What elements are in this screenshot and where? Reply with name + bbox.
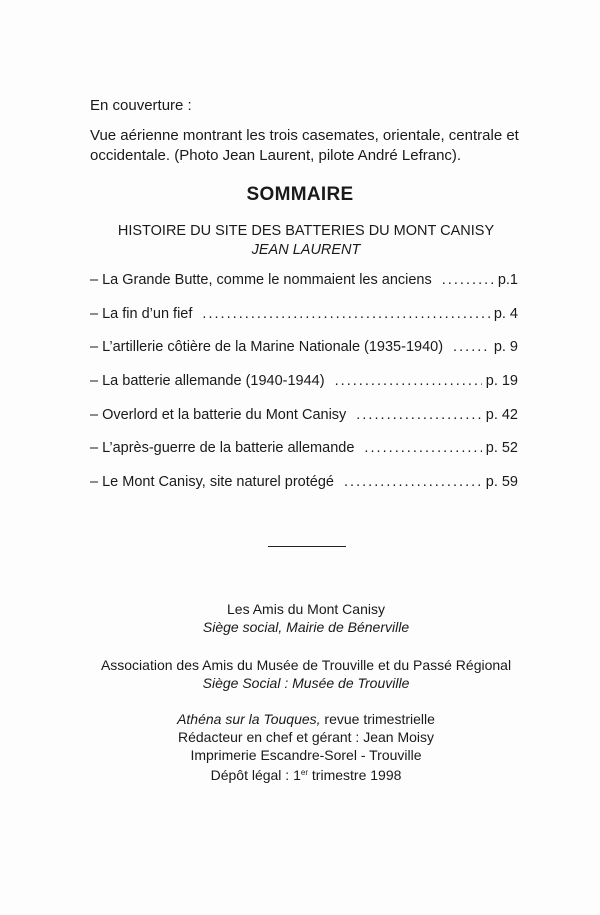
- legal-deposit-line: [0, 764, 600, 784]
- toc-entry: [90, 440, 518, 474]
- editor-line: Rédacteur en chef et gérant : Jean Moisy: [177, 729, 435, 745]
- toc-entry-label: – L’artillerie côtière de la Marine Nationale (1935-1940): [90, 339, 444, 356]
- footer-publication: [0, 710, 600, 784]
- toc-entry-page: p. 52: [485, 440, 518, 457]
- revue-frequency: revue trimestrielle: [320, 711, 435, 727]
- toc-entry: [90, 407, 518, 441]
- summary-subtitle: HISTOIRE DU SITE DES BATTERIES DU MONT CANISY: [117, 223, 495, 239]
- toc-entry: [90, 306, 518, 340]
- cover-caption: [90, 96, 540, 166]
- toc-entry-label: – Overlord et la batterie du Mont Canisy: [90, 406, 347, 423]
- toc-entry-label: – L’après-guerre de la batterie allemande: [90, 440, 355, 457]
- revue-title: Athéna sur la Touques,: [177, 711, 321, 727]
- toc-leader-dots: [202, 306, 489, 322]
- toc-leader-dots: [356, 407, 481, 423]
- summary-title: SOMMAIRE: [246, 184, 354, 205]
- cover-description: Vue aérienne montrant les trois casemates, orientale, centrale et occidentale. (Photo Jean Laurent, pilote André Lefranc).: [90, 127, 519, 164]
- toc-entry-label: – La batterie allemande (1940-1944): [90, 373, 325, 390]
- toc-leader-dots: [344, 474, 482, 490]
- toc-leader-dots: [442, 272, 494, 288]
- toc-leader-dots: [364, 440, 481, 456]
- depot-ordinal: er: [300, 768, 309, 777]
- amis-name: Les Amis du Mont Canisy: [227, 601, 385, 617]
- toc-entry-label: – Le Mont Canisy, site naturel protégé: [90, 474, 334, 491]
- toc-entry: [90, 272, 518, 306]
- table-of-contents: [90, 272, 518, 508]
- depot-suffix: trimestre 1998: [308, 767, 402, 783]
- association-seat: Siège Social : Musée de Trouville: [202, 675, 410, 691]
- toc-entry-label: – La fin d’un fief: [90, 305, 193, 322]
- toc-leader-dots: [453, 339, 490, 355]
- depot-prefix: Dépôt légal : 1: [210, 767, 301, 783]
- toc-entry-page: p. 59: [485, 474, 518, 491]
- footer-association: [0, 656, 600, 692]
- toc-entry: [90, 474, 518, 508]
- toc-entry-page: p. 42: [485, 406, 518, 423]
- toc-entry-page: p. 19: [485, 373, 518, 390]
- toc-entry-page: p. 9: [493, 339, 518, 356]
- summary-author: JEAN LAURENT: [251, 242, 361, 258]
- section-divider: [268, 546, 346, 547]
- toc-entry: [90, 373, 518, 407]
- printer-line: Imprimerie Escandre-Sorel - Trouville: [190, 747, 422, 763]
- amis-seat: Siège social, Mairie de Bénerville: [202, 619, 410, 635]
- toc-entry-page: p.1: [497, 272, 518, 288]
- association-name: Association des Amis du Musée de Trouville et du Passé Régional: [100, 657, 512, 673]
- summary-subheading: [0, 222, 600, 260]
- footer-amis: [0, 600, 600, 636]
- toc-entry: [90, 339, 518, 373]
- toc-entry-page: p. 4: [493, 305, 518, 322]
- toc-leader-dots: [335, 373, 482, 389]
- toc-entry-label: – La Grande Butte, comme le nommaient les anciens: [90, 272, 432, 288]
- cover-heading: En couverture :: [90, 97, 192, 114]
- publication-line: [0, 710, 600, 728]
